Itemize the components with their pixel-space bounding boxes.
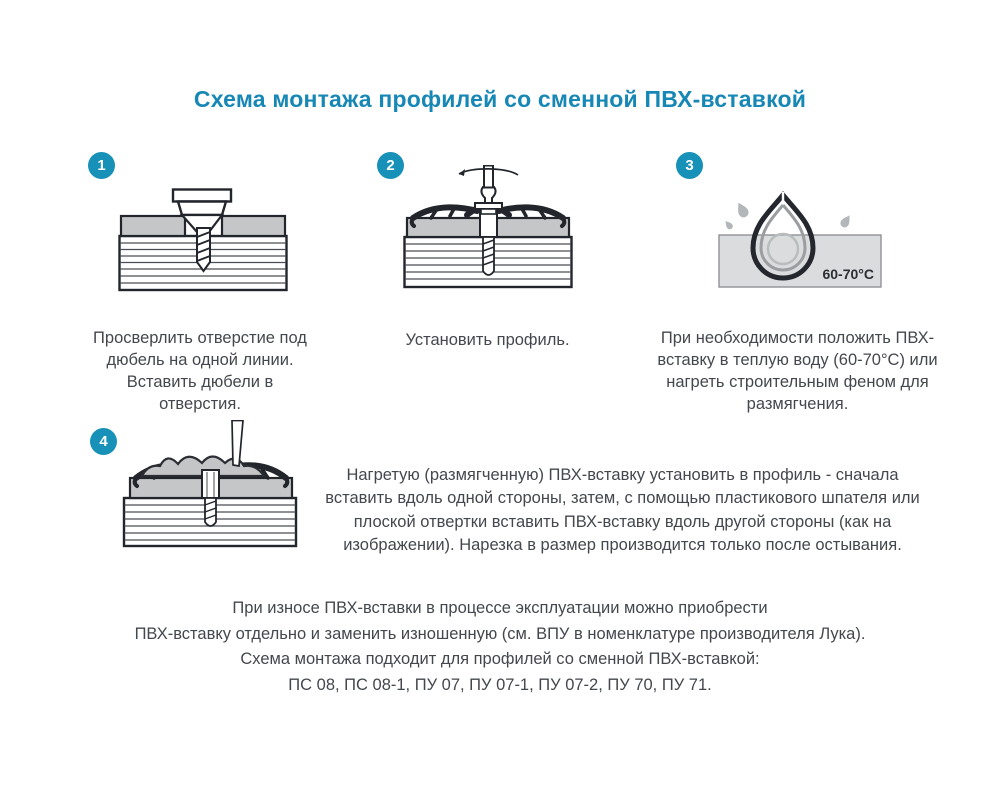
spatula-insert-icon xyxy=(122,420,300,555)
install-profile-illustration xyxy=(403,165,573,289)
footer-note xyxy=(50,596,950,698)
footer-line-4: ПС 08, ПС 08-1, ПУ 07, ПУ 07-1, ПУ 07-2, ПУ 70, ПУ 71. xyxy=(288,675,712,694)
step-4-caption: Нагретую (размягченную) ПВХ-вставку установить в профиль - сначала вставить вдоль одной стороны, затем, с помощью пластикового шпателя или плоской отвертки вставить ПВХ-вставку вдоль другой стороны (как на изображении). Нарезка в размер производится только после остывания. xyxy=(325,466,920,555)
step-4-number: 4 xyxy=(99,433,108,450)
step-1-caption: Просверлить отверстие под дюбель на одной линии. Вставить дюбели в отверстия. xyxy=(93,329,307,414)
step-1-number: 1 xyxy=(97,157,106,174)
water-temperature-label: 60-70°C xyxy=(822,266,874,282)
step-1-badge xyxy=(88,152,115,179)
warm-water-illustration xyxy=(710,185,885,290)
pvc-insert-in-water-icon xyxy=(710,185,885,290)
footer-line-3: Схема монтажа подходит для профилей со сменной ПВХ-вставкой: xyxy=(240,650,760,669)
footer-line-2: ПВХ-вставку отдельно и заменить изношенную (см. ВПУ в номенклатуре производителя Лука). xyxy=(134,624,866,643)
screwdriver-profile-icon xyxy=(403,165,573,289)
step-2-badge xyxy=(377,152,404,179)
drill-icon xyxy=(118,188,288,292)
step-3-badge xyxy=(676,152,703,179)
insert-pvc-illustration xyxy=(122,420,300,555)
step-3-number: 3 xyxy=(685,157,694,174)
step-3-caption: При необходимости положить ПВХ-вставку в теплую воду (60-70°C) или нагреть строительным феном для размягчения. xyxy=(657,329,938,414)
step-2-number: 2 xyxy=(386,157,395,174)
footer-line-1: При износе ПВХ-вставки в процессе эксплуатации можно приобрести xyxy=(232,599,768,617)
page-title: Схема монтажа профилей со сменной ПВХ-вставкой xyxy=(193,86,807,112)
step-4-badge xyxy=(90,428,117,455)
drill-hole-illustration xyxy=(118,188,288,292)
step-2-caption: Установить профиль. xyxy=(405,331,570,349)
